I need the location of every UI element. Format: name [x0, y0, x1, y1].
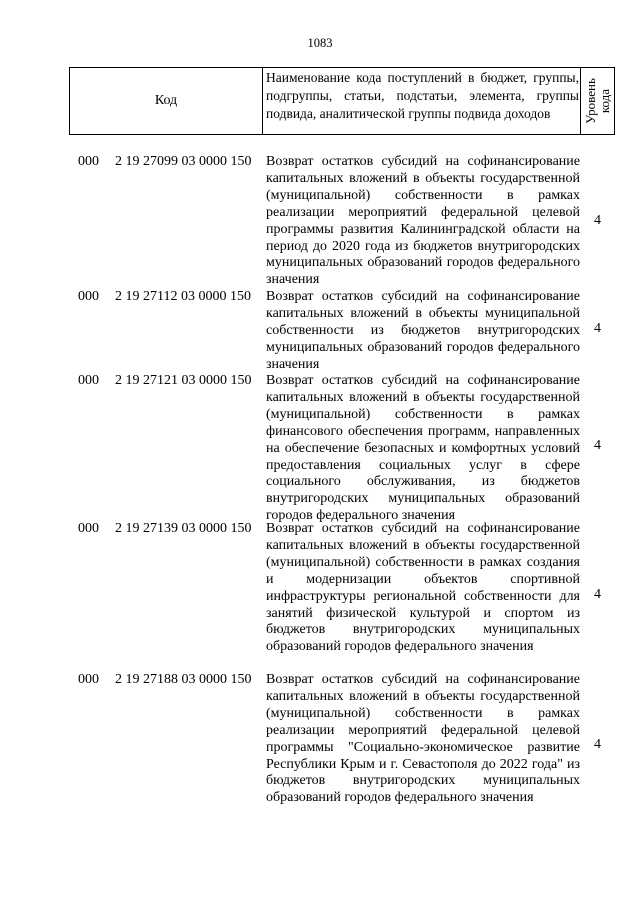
row-code: 2 19 27121 03 0000 150: [115, 373, 252, 388]
row-level: 4: [594, 587, 601, 602]
row-prefix: 000: [78, 521, 99, 536]
row-level: 4: [594, 213, 601, 228]
row-description: Возврат остатков субсидий на софинансирование капитальных вложений в объекты государственной (муниципальной) собственности в рамках создания и модернизации объектов спортивной инфраструктуры региональной собственности для занятий физической культурой и спортом из бюджетов внутригородских муниципальных образований городов федерального значения: [266, 521, 580, 655]
row-description: Возврат остатков субсидий на софинансирование капитальных вложений в объекты государственной (муниципальной) собственности в рамках реализации мероприятий федеральной целевой программы развития Калининградской области на период до 2020 года из бюджетов внутригородских муниципальных образований городов федерального значения: [266, 154, 580, 288]
row-code: 2 19 27188 03 0000 150: [115, 672, 252, 687]
header-level-cell: [580, 68, 615, 134]
header-code-label: Код: [154, 93, 178, 108]
row-description: Возврат остатков субсидий на софинансирование капитальных вложений в объекты государственной (муниципальной) собственности в рамках реализации мероприятий федеральной целевой программы "Социально-экономическое развитие Республики Крым и г. Севастополя до 2022 года" из бюджетов внутригородских муниципальных образований городов федерального значения: [266, 672, 580, 806]
header-level-label: [584, 78, 612, 124]
header-level-line2: кода: [597, 88, 612, 114]
row-code: 2 19 27139 03 0000 150: [115, 521, 252, 536]
table-header: [69, 67, 615, 135]
row-description: Возврат остатков субсидий на софинансирование капитальных вложений в объекты муниципальной собственности из бюджетов внутригородских муниципальных образований городов федерального значения: [266, 289, 580, 372]
header-level-line1: Уровень: [583, 78, 598, 124]
row-prefix: 000: [78, 373, 99, 388]
page-number: 1083: [307, 36, 333, 50]
row-level: 4: [594, 438, 601, 453]
row-code: 2 19 27099 03 0000 150: [115, 154, 252, 169]
header-name-label: Наименование кода поступлений в бюджет, группы, подгруппы, статьи, подстатьи, элемента, группы подвида, аналитической группы подвида доходов: [266, 70, 579, 121]
row-prefix: 000: [78, 289, 99, 304]
row-level: 4: [594, 737, 601, 752]
row-code: 2 19 27112 03 0000 150: [115, 289, 251, 304]
row-level: 4: [594, 321, 601, 336]
row-prefix: 000: [78, 672, 99, 687]
row-prefix: 000: [78, 154, 99, 169]
header-code-cell: [70, 68, 263, 134]
row-description: Возврат остатков субсидий на софинансирование капитальных вложений в объекты государственной (муниципальной) собственности в рамках финансового обеспечения программ, направленных на обеспечение безопасных и комфортных условий предоставления социальных услуг в сфере социального обслуживания, из бюджетов внутригородских муниципальных образований городов федерального значения: [266, 373, 580, 524]
